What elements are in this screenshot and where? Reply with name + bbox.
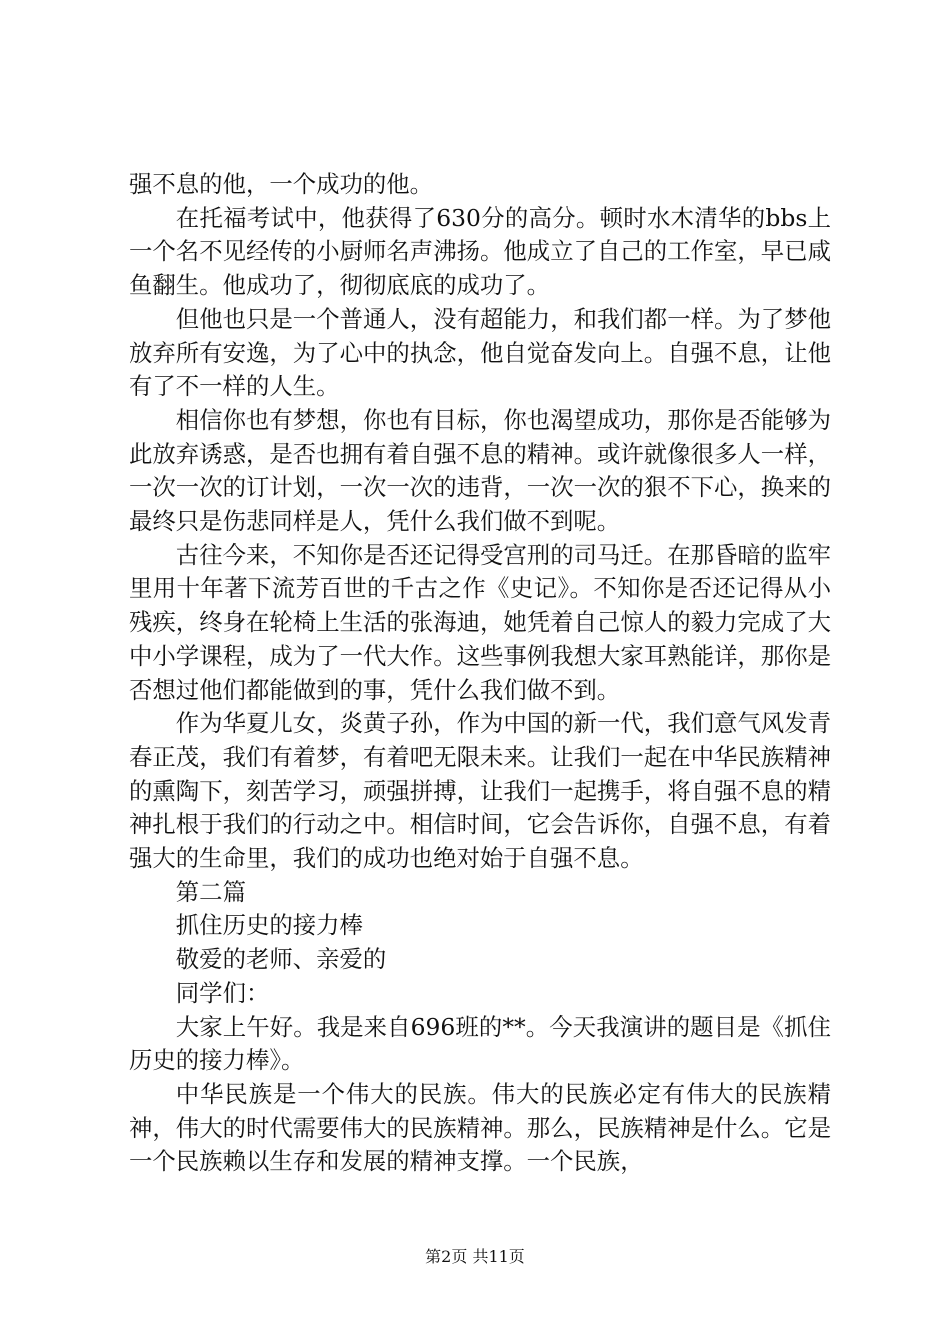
paragraph-continuation: 强不息的他，一个成功的他。: [129, 170, 434, 198]
page-number-footer: 第2页 共11页: [425, 1247, 525, 1266]
paragraph: 作为华夏儿女，炎黄子孙，作为中国的新一代，我们意气风发青春正茂，我们有着梦，有着吧无限未来。让我们一起在中华民族精神的熏陶下，刻苦学习，顽强拼搏，让我们一起携手，将自强不息的精神扎根于我们的行动之中。相信时间，它会告诉你，自强不息，有着强大的生命里，我们的成功也绝对始于自强不息。: [129, 709, 831, 873]
document-body: [129, 168, 831, 1179]
section-label: 第二篇: [175, 877, 246, 906]
paragraph: 在托福考试中，他获得了630分的高分。顿时水木清华的bbs上一个名不见经传的小厨师名声沸扬。他成立了自己的工作室，早已咸鱼翻生。他成功了，彻彻底底的成功了。: [129, 203, 831, 300]
salutation-line: 同学们：: [175, 978, 270, 1007]
paragraph: 古往今来，不知你是否还记得受宫刑的司马迁。在那昏暗的监牢里用十年著下流芳百世的千古之作《史记》。不知你是否还记得从小残疾，终身在轮椅上生活的张海迪，她凭着自己惊人的毅力完成了大中小学课程，成为了一代大作。这些事例我想大家耳熟能详，那你是否想过他们都能做到的事，凭什么我们做不到。: [129, 540, 831, 704]
paragraph: 中华民族是一个伟大的民族。伟大的民族必定有伟大的民族精神，伟大的时代需要伟大的民族精神。那么，民族精神是什么。它是一个民族赖以生存和发展的精神支撑。一个民族，: [129, 1079, 831, 1176]
speech-title: 抓住历史的接力棒: [175, 911, 363, 940]
paragraph: 大家上午好。我是来自696班的**。今天我演讲的题目是《抓住历史的接力棒》。: [129, 1012, 831, 1075]
salutation-line: 敬爱的老师、亲爱的: [175, 945, 387, 974]
paragraph: 相信你也有梦想，你也有目标，你也渴望成功，那你是否能够为此放弃诱惑，是否也拥有着自强不息的精神。或许就像很多人一样，一次一次的订计划，一次一次的违背，一次一次的狠不下心，换来的最终只是伤悲同样是人，凭什么我们做不到呢。: [129, 405, 831, 536]
paragraph: 但他也只是一个普通人，没有超能力，和我们都一样。为了梦他放弃所有安逸，为了心中的执念，他自觉奋发向上。自强不息，让他有了不一样的人生。: [129, 304, 831, 401]
